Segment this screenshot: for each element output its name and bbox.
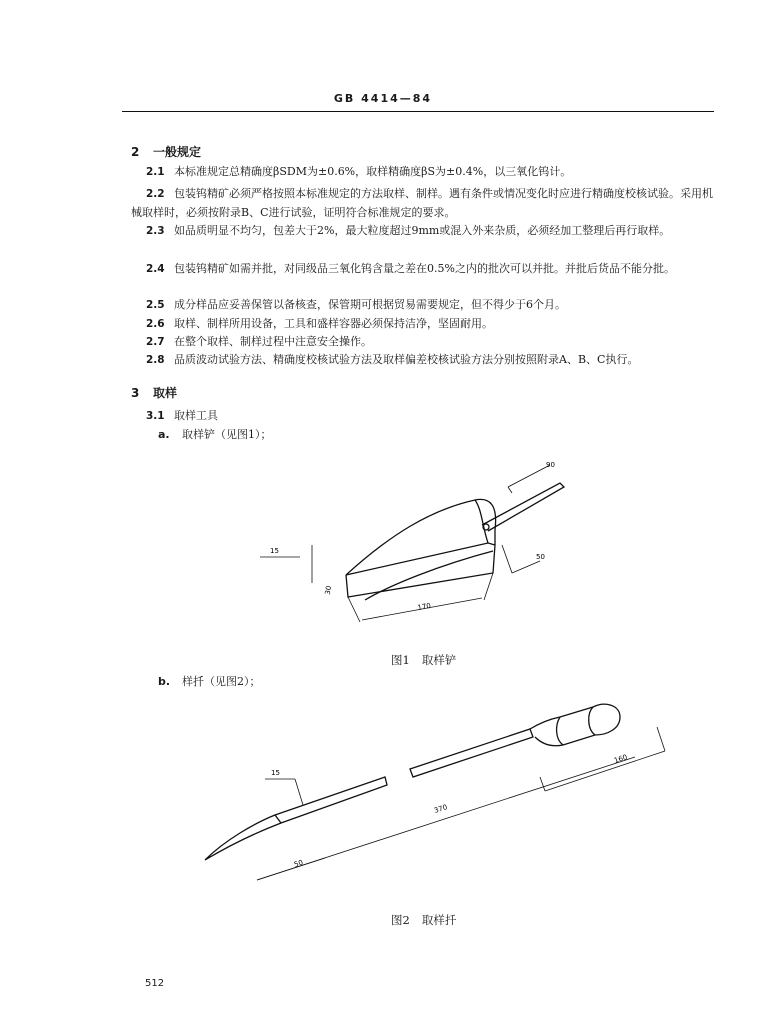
clause-2-1	[131, 163, 716, 182]
clause-number: 2.6	[146, 318, 165, 330]
clause-2-3	[131, 222, 716, 241]
clause-text: 品质波动试验方法、精确度校核试验方法及取样偏差校核试验方法分别按照附录A、B、C执行。	[174, 353, 639, 366]
shovel-top-edge	[346, 543, 495, 575]
clause-number: 2.7	[146, 336, 165, 348]
shovel-inner-curve	[365, 551, 493, 600]
clause-text: 本标准规定总精确度βSDM为±0.6%，取样精确度βS为±0.4%，以三氧化钨计。	[174, 165, 572, 178]
clause-2-8	[131, 351, 716, 370]
item-text: 样扦（见图2）；	[182, 675, 261, 688]
clause-text: 成分样品应妥善保管以备核查，保管期可根据贸易需要规定，但不得少于6个月。	[174, 298, 566, 311]
clause-text: 如品质明显不均匀，包差大于2%，最大粒度超过9mm或混入外来杂质，必须经加工整理后再行取样。	[174, 224, 671, 237]
item-b	[158, 673, 261, 689]
clause-text: 包装钨精矿必须严格按照本标准规定的方法取样、制样。遇有条件或情况变化时应进行精确度校核试验。采用机械取样时，必须按附录B、C进行试验，证明符合标准规定的要求。	[131, 187, 713, 219]
dim-height-left: 15	[270, 547, 279, 555]
probe-rear-segment	[410, 729, 533, 777]
header-rule	[122, 111, 714, 112]
clause-text: 取样工具	[174, 409, 218, 422]
section-number: 2	[131, 145, 140, 159]
shovel-front-face	[346, 545, 495, 597]
dim-length: 170	[416, 601, 432, 612]
figure-1-shovel-drawing	[250, 455, 580, 635]
item-letter: b.	[158, 675, 171, 688]
figure-number: 图1	[391, 653, 410, 667]
dim-tip: 15	[271, 769, 280, 777]
dim-front: 30	[323, 585, 334, 596]
probe-tip-segment	[205, 777, 387, 860]
clause-number: 2.8	[146, 354, 165, 366]
clause-number: 2.5	[146, 299, 165, 311]
section-number: 3	[131, 386, 140, 400]
figure-title: 取样铲	[421, 653, 457, 667]
shovel-side-line	[475, 500, 488, 543]
item-letter: a.	[158, 428, 170, 441]
dim-front: 50	[293, 858, 305, 869]
dim-line-handle	[508, 465, 550, 487]
dim-width: 50	[536, 553, 545, 561]
probe-handle	[530, 704, 620, 745]
standard-header: GB 4414—84	[333, 92, 433, 105]
shovel-back-curve	[346, 499, 496, 575]
clause-2-7	[131, 333, 716, 352]
clause-text: 在整个取样、制样过程中注意安全操作。	[174, 335, 372, 348]
figure-2-probe-drawing	[195, 695, 675, 895]
clause-number: 3.1	[146, 410, 165, 422]
clause-2-6	[131, 315, 716, 334]
section-heading: 取样	[153, 386, 178, 400]
clause-number: 2.2	[146, 188, 165, 200]
figure-title: 取样扦	[421, 913, 457, 927]
clause-2-5	[131, 296, 716, 315]
clause-number: 2.1	[146, 166, 165, 178]
section-3-title	[131, 384, 177, 401]
clause-2-2	[131, 185, 716, 222]
clause-2-4	[131, 260, 716, 279]
dim-handle: 160	[613, 753, 629, 765]
dim-line-handle	[545, 751, 665, 791]
dim-total: 370	[433, 803, 449, 815]
shovel-handle	[482, 483, 564, 531]
figure-2-caption	[391, 912, 456, 928]
clause-number: 2.3	[146, 225, 165, 237]
page-number: 512	[145, 978, 165, 989]
clause-text: 取样、制样所用设备，工具和盛样容器必须保持洁净，坚固耐用。	[174, 317, 493, 330]
clause-text: 包装钨精矿如需并批，对同级品三氧化钨含量之差在0.5%之内的批次可以并批。并批后货品不能分批。	[174, 262, 675, 275]
figure-1-caption	[391, 652, 456, 668]
item-a	[158, 426, 272, 442]
clause-3-1	[146, 408, 218, 424]
clause-number: 2.4	[146, 263, 165, 275]
item-text: 取样铲（见图1）；	[182, 428, 272, 441]
section-2-title	[131, 143, 201, 160]
dim-handle: 90	[546, 461, 555, 469]
figure-number: 图2	[391, 913, 410, 927]
section-heading: 一般规定	[153, 145, 202, 159]
